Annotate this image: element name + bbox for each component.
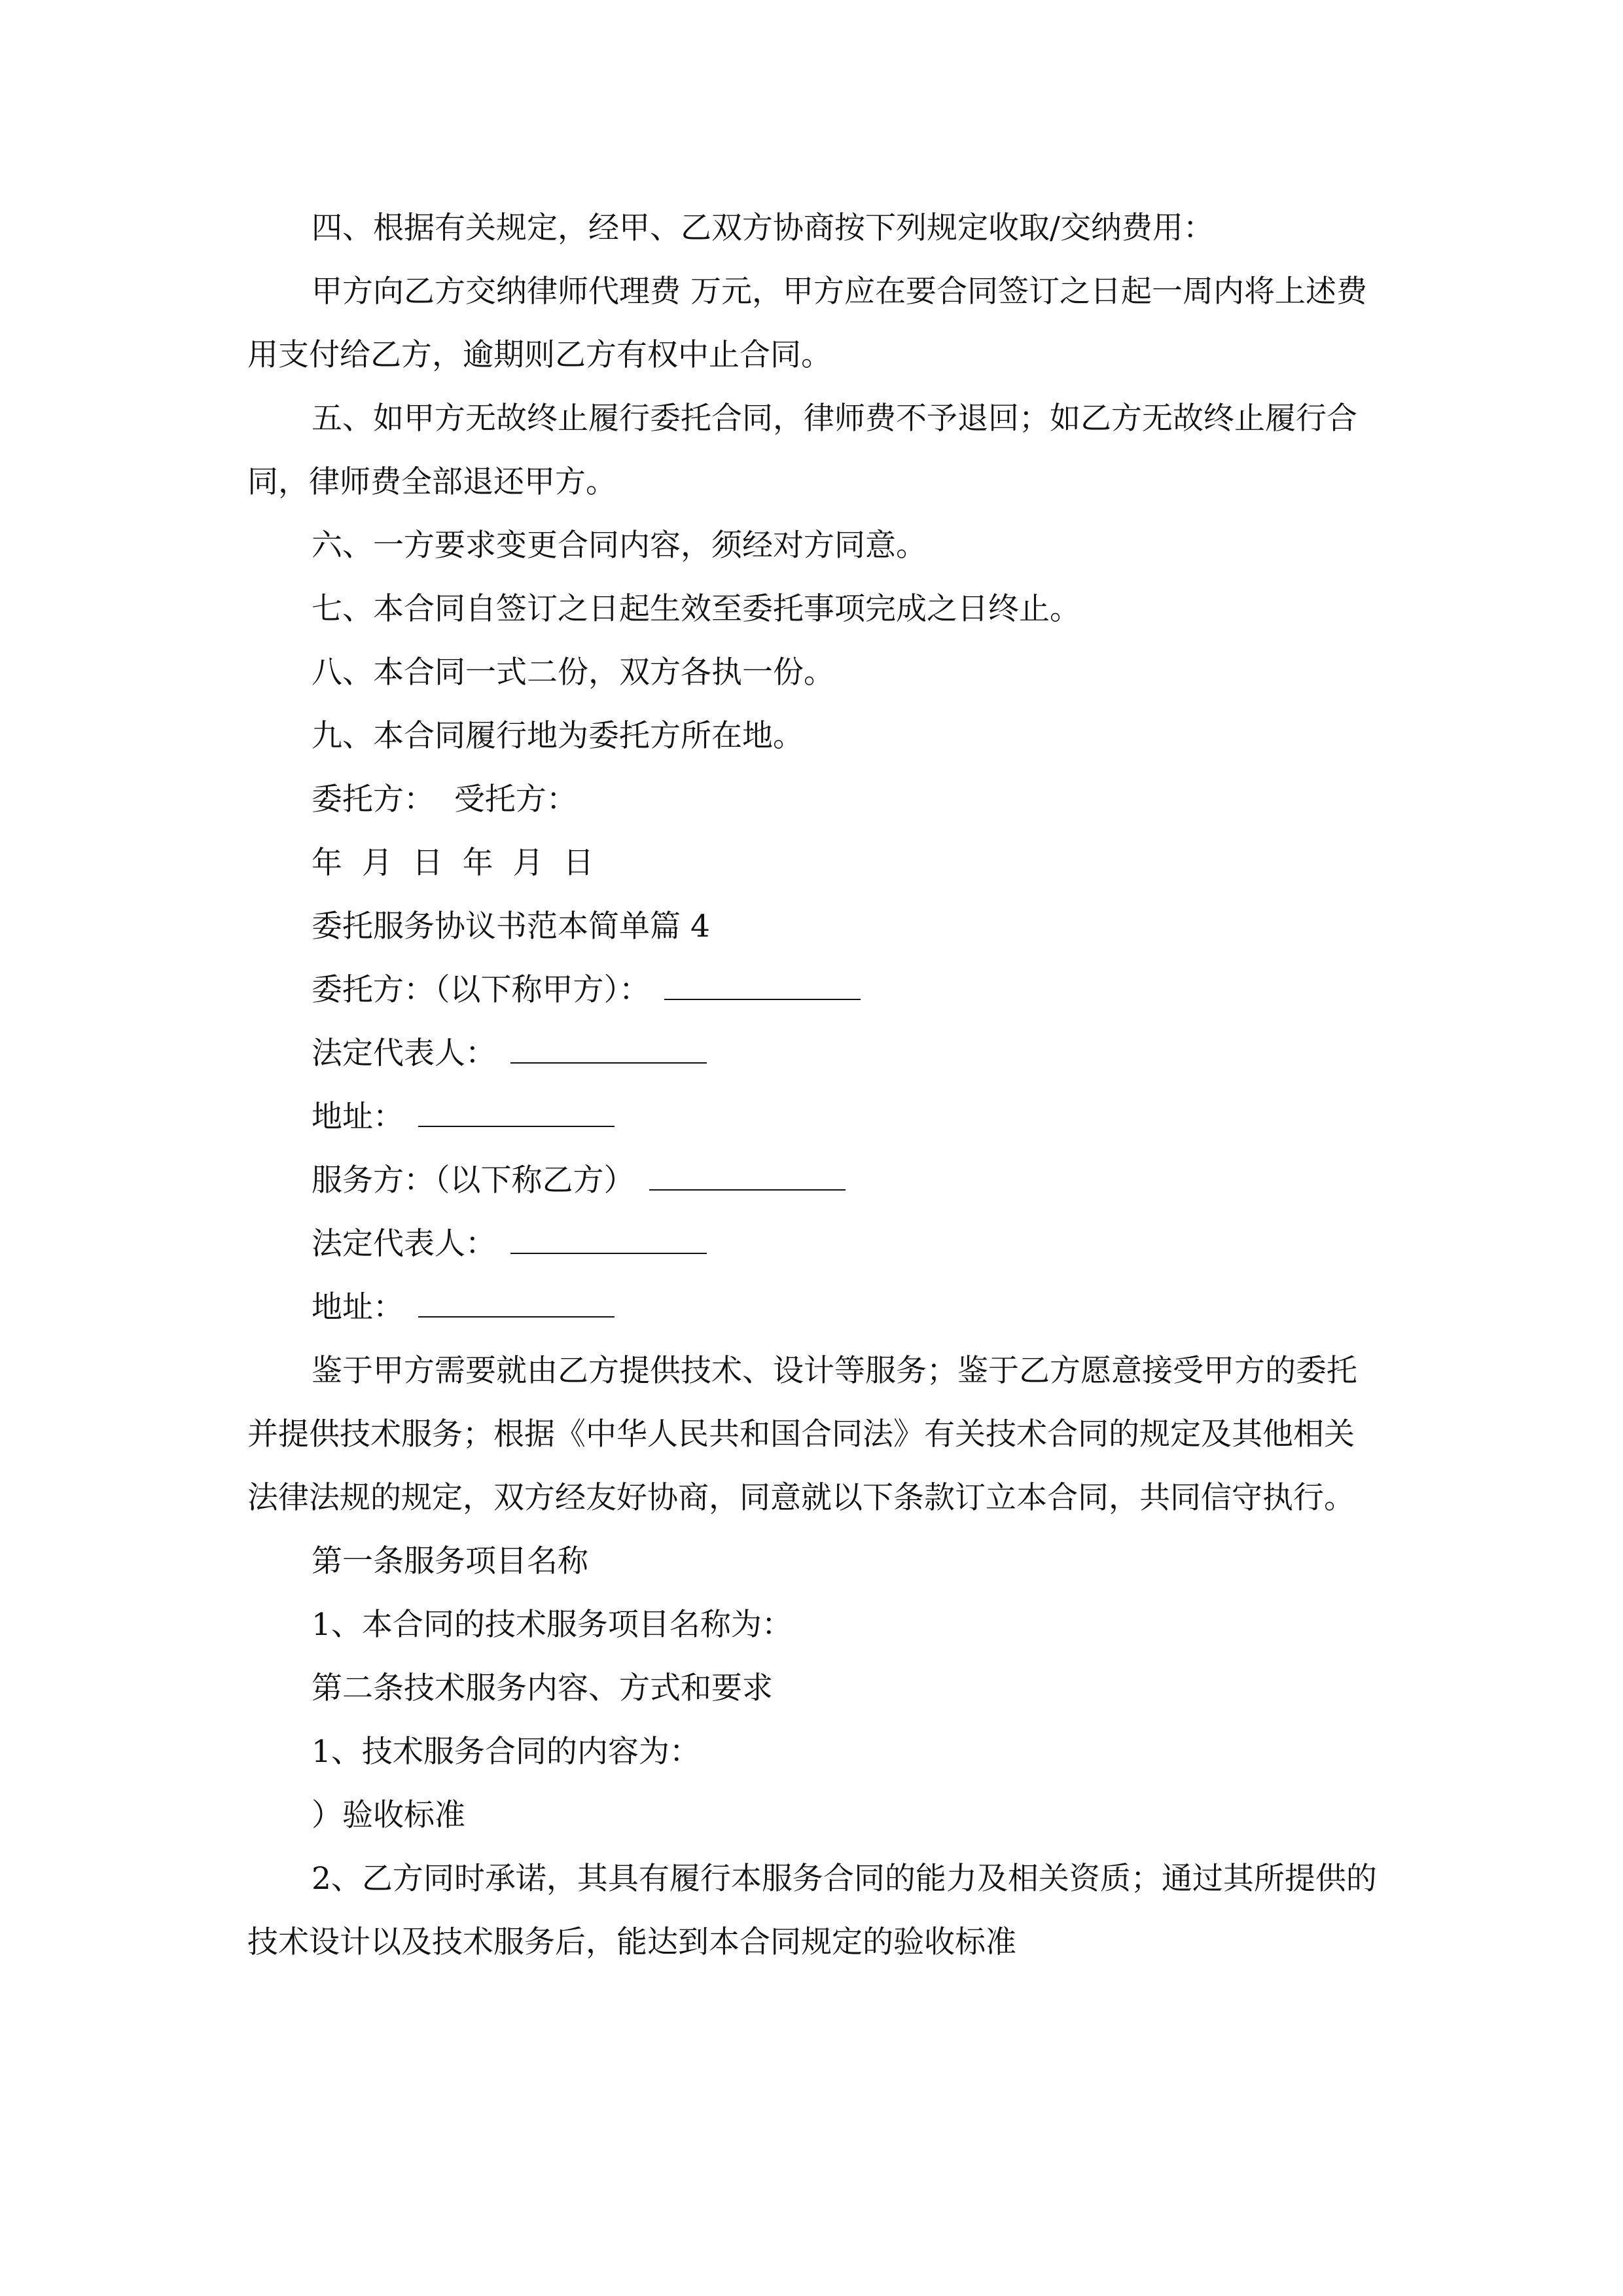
clause-5 xyxy=(247,387,1380,514)
clause-7-text: 七、本合同自签订之日起生效至委托事项完成之日终止。 xyxy=(312,591,1080,627)
provider-rep-blank xyxy=(510,1229,707,1254)
section-heading xyxy=(247,895,1380,958)
provider-field xyxy=(247,1149,1380,1212)
recital-text: 鉴于甲方需要就由乙方提供技术、设计等服务；鉴于乙方愿意接受甲方的委托并提供技术服务；根据《中华人民共和国合同法》有关技术合同的规定及其他相关法律法规的规定，双方经友好协商，同意就以下条款订立本合同，共同信守执行。 xyxy=(247,1353,1357,1516)
recital-paragraph xyxy=(247,1339,1380,1530)
provider-blank xyxy=(649,1166,846,1191)
article-2-item-2 xyxy=(247,1847,1380,1974)
clause-9 xyxy=(247,704,1380,768)
clause-9-text: 九、本合同履行地为委托方所在地。 xyxy=(312,718,804,754)
provider-address-label: 地址： xyxy=(312,1289,404,1325)
client-label: 委托方：（以下称甲方）： xyxy=(312,972,650,1008)
article-2-item-1 xyxy=(247,1720,1380,1784)
client-field xyxy=(247,958,1380,1022)
clause-5-text: 五、如甲方无故终止履行委托合同，律师费不予退回；如乙方无故终止履行合同，律师费全部退还甲方。 xyxy=(247,401,1357,500)
fee-paragraph xyxy=(247,260,1380,387)
client-blank xyxy=(664,975,861,1000)
article-1-item-1 xyxy=(247,1593,1380,1657)
signature-dates xyxy=(247,831,1380,895)
client-rep-label: 法定代表人： xyxy=(312,1035,496,1071)
article-1-item-1-text: 1、本合同的技术服务项目名称为： xyxy=(312,1607,793,1643)
signature-parties-text: 委托方： 受托方： xyxy=(312,781,577,817)
client-address-field xyxy=(247,1085,1380,1149)
clause-8-text: 八、本合同一式二份，双方各执一份。 xyxy=(312,655,834,691)
article-2-heading-text: 第二条技术服务内容、方式和要求 xyxy=(312,1670,773,1706)
clause-6-text: 六、一方要求变更合同内容，须经对方同意。 xyxy=(312,528,927,564)
article-2-item-2-text: 2、乙方同时承诺，其具有履行本服务合同的能力及相关资质；通过其所提供的技术设计以及技术服务后，能达到本合同规定的验收标准 xyxy=(247,1861,1377,1960)
client-address-blank xyxy=(418,1102,615,1127)
article-1-heading xyxy=(247,1530,1380,1593)
provider-label: 服务方：（以下称乙方） xyxy=(312,1162,635,1198)
client-address-label: 地址： xyxy=(312,1099,404,1135)
provider-address-field xyxy=(247,1276,1380,1339)
clause-7 xyxy=(247,577,1380,641)
document-body xyxy=(247,196,1380,1974)
fee-paragraph-text: 甲方向乙方交纳律师代理费 万元，甲方应在要合同签订之日起一周内将上述费用支付给乙方，逾期则乙方有权中止合同。 xyxy=(247,274,1367,373)
acceptance-standard xyxy=(247,1784,1380,1847)
client-rep-blank xyxy=(510,1039,707,1064)
section-heading-text: 委托服务协议书范本简单篇 4 xyxy=(312,908,710,944)
article-2-item-1-text: 1、技术服务合同的内容为： xyxy=(312,1734,700,1770)
acceptance-standard-text: ）验收标准 xyxy=(312,1797,465,1833)
provider-rep-label: 法定代表人： xyxy=(312,1226,496,1262)
article-1-heading-text: 第一条服务项目名称 xyxy=(312,1543,588,1579)
provider-rep-field xyxy=(247,1212,1380,1276)
clause-8 xyxy=(247,641,1380,704)
client-rep-field xyxy=(247,1022,1380,1085)
signature-parties xyxy=(247,768,1380,831)
signature-dates-text: 年 月 日 年 月 日 xyxy=(312,845,594,881)
clause-4-text: 四、根据有关规定，经甲、乙双方协商按下列规定收取/交纳费用： xyxy=(312,210,1214,246)
clause-6 xyxy=(247,514,1380,577)
article-2-heading xyxy=(247,1657,1380,1720)
clause-4 xyxy=(247,196,1380,260)
provider-address-blank xyxy=(418,1293,615,1318)
